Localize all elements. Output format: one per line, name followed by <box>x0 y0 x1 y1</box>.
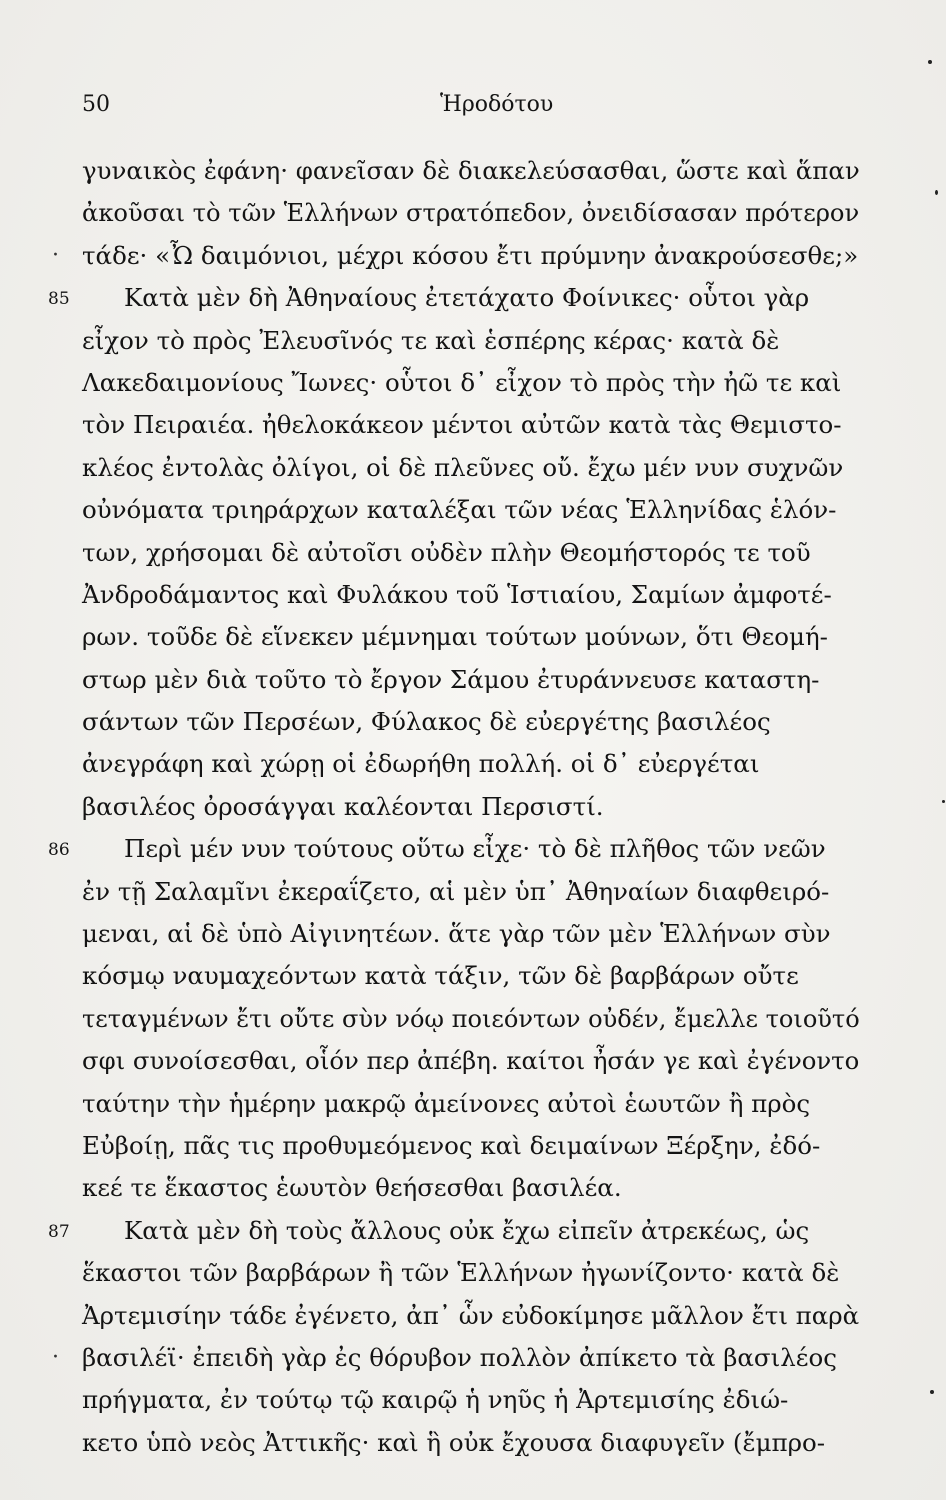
line-text: ταύτην τὴν ἡμέρην μακρῷ ἀμείνονες αὐτοὶ ἑωυτῶν ἢ πρὸς <box>82 1088 811 1118</box>
text-line <box>82 1295 860 1337</box>
text-line <box>82 955 860 997</box>
print-speck <box>935 190 938 195</box>
text-line <box>82 1252 860 1294</box>
text-line <box>82 1167 860 1209</box>
text-line <box>82 913 860 955</box>
print-speck <box>942 800 945 803</box>
line-text: Κατὰ μὲν δὴ τοὺς ἄλλους οὐκ ἔχω εἰπεῖν ἀτρεκέως, ὡς <box>124 1215 810 1245</box>
text-line <box>48 1210 860 1252</box>
line-text: κεέ τε ἕκαστος ἑωυτὸν θεήσεσθαι βασιλέα. <box>82 1173 622 1203</box>
text-line <box>82 743 860 785</box>
line-text: εἶχον τὸ πρὸς Ἐλευσῖνός τε καὶ ἑσπέρης κέρας· κατὰ δὲ <box>82 325 780 355</box>
line-text: κόσμῳ ναυμαχεόντων κατὰ τάξιν, τῶν δὲ βαρβάρων οὔτε <box>82 961 799 991</box>
body-text <box>48 150 860 1464</box>
text-line <box>82 1379 860 1421</box>
line-text: κετο ὑπὸ νεὸς Ἀττικῆς· καὶ ἣ οὐκ ἔχουσα διαφυγεῖν (ἔμπρο- <box>82 1427 826 1457</box>
text-line <box>82 786 860 828</box>
text-line <box>82 701 860 743</box>
line-text: οὐνόματα τριηράρχων καταλέξαι τῶν νέας Ἑλληνίδας ἑλόν- <box>82 495 837 525</box>
text-line <box>52 1337 860 1379</box>
line-text: Ἀρτεμισίην τάδε ἐγένετο, ἀπ᾽ ὧν εὐδοκίμησε μᾶλλον ἔτι παρὰ <box>82 1300 860 1330</box>
line-text: τάδε· «Ὦ δαιμόνιοι, μέχρι κόσου ἔτι πρύμνην ἀνακρούσεσθε;» <box>82 240 859 270</box>
text-line <box>82 1125 860 1167</box>
line-text: ἐν τῇ Σαλαμῖνι ἐκεραΐζετο, αἱ μὲν ὑπ᾽ Ἀθηναίων διαφθειρό- <box>82 876 830 906</box>
line-text: βασιλέϊ· ἐπειδὴ γὰρ ἐς θόρυβον πολλὸν ἀπίκετο τὰ βασιλέος <box>82 1342 837 1372</box>
text-line <box>82 362 860 404</box>
line-text: σάντων τῶν Περσέων, Φύλακος δὲ εὐεργέτης βασιλέος <box>82 707 771 737</box>
section-number: 87 <box>48 1221 70 1242</box>
section-number: 86 <box>48 840 70 861</box>
text-line <box>82 447 860 489</box>
line-text: πρήγματα, ἐν τούτῳ τῷ καιρῷ ἡ νηῦς ἡ Ἀρτεμισίης ἐδιώ- <box>82 1385 789 1415</box>
text-line <box>82 1422 860 1464</box>
line-text: σφι συνοίσεσθαι, οἷόν περ ἀπέβη. καίτοι ἦσάν γε καὶ ἐγένοντο <box>82 1046 860 1076</box>
page-number: 50 <box>82 92 110 117</box>
line-text: τὸν Πειραιέα. ἠθελοκάκεον μέντοι αὐτῶν κατὰ τὰς Θεμιστο- <box>82 410 842 440</box>
line-text: τεταγμένων ἔτι οὔτε σὺν νόῳ ποιεόντων οὐδέν, ἔμελλε τοιοῦτό <box>82 1004 860 1033</box>
print-speck <box>930 1390 934 1394</box>
text-line <box>82 1083 860 1125</box>
text-line <box>82 659 860 701</box>
line-text: ρων. τοῦδε δὲ εἵνεκεν μέμνημαι τούτων μούνων, ὅτι Θεομή- <box>82 622 828 652</box>
line-text: κλέος ἐντολὰς ὀλίγοι, οἱ δὲ πλεῦνες οὔ. ἔχω μέν νυν συχνῶν <box>82 452 844 482</box>
line-text: στωρ μὲν διὰ τοῦτο τὸ ἔργον Σάμου ἐτυράννευσε καταστη- <box>82 664 820 694</box>
section-number: 85 <box>48 289 70 310</box>
line-text: Κατὰ μὲν δὴ Ἀθηναίους ἐτετάχατο Φοίνικες· οὗτοι γὰρ <box>124 283 810 313</box>
text-line <box>82 192 860 234</box>
text-line <box>48 828 860 870</box>
text-line <box>82 404 860 446</box>
text-line <box>82 150 860 192</box>
line-text: ἀνεγράφη καὶ χώρῃ οἱ ἐδωρήθη πολλή. οἱ δ᾽ εὐεργέται <box>82 749 760 779</box>
text-line <box>82 574 860 616</box>
text-line <box>82 489 860 531</box>
line-text: Εὐβοίῃ, πᾶς τις προθυμεόμενος καὶ δειμαίνων Ξέρξην, ἐδό- <box>82 1130 821 1160</box>
margin-mark: · <box>52 1344 59 1370</box>
line-text: γυναικὸς ἐφάνη· φανεῖσαν δὲ διακελεύσασθαι, ὥστε καὶ ἅπαν <box>82 156 860 185</box>
line-text: ἕκαστοι τῶν βαρβάρων ἢ τῶν Ἑλλήνων ἠγωνίζοντο· κατὰ δὲ <box>82 1258 840 1288</box>
text-line <box>48 277 860 319</box>
text-line <box>82 616 860 658</box>
text-line <box>82 998 860 1040</box>
text-line <box>82 871 860 913</box>
text-line <box>52 235 860 277</box>
line-text: Λακεδαιμονίους Ἴωνες· οὗτοι δ᾽ εἶχον τὸ πρὸς τὴν ἠῶ τε καὶ <box>82 367 842 397</box>
line-text: μεναι, αἱ δὲ ὑπὸ Αἰγινητέων. ἅτε γὰρ τῶν μὲν Ἑλλήνων σὺν <box>82 919 831 949</box>
line-text: Περὶ μέν νυν τούτους οὕτω εἶχε· τὸ δὲ πλῆθος τῶν νεῶν <box>124 834 826 864</box>
text-line <box>82 532 860 574</box>
running-title: Ἡροδότου <box>440 92 554 117</box>
line-text: βασιλέος ὀροσάγγαι καλέονται Περσιστί. <box>82 791 604 821</box>
print-speck <box>928 60 932 64</box>
line-text: ἀκοῦσαι τὸ τῶν Ἑλλήνων στρατόπεδον, ὀνειδίσασαν πρότερον <box>82 199 860 228</box>
text-line <box>82 320 860 362</box>
line-text: Ἀνδροδάμαντος καὶ Φυλάκου τοῦ Ἱστιαίου, Σαμίων ἀμφοτέ- <box>82 579 832 609</box>
text-line <box>82 1040 860 1082</box>
margin-mark: · <box>52 242 59 268</box>
page-header <box>0 88 946 128</box>
line-text: των, χρήσομαι δὲ αὐτοῖσι οὐδὲν πλὴν Θεομήστορός τε τοῦ <box>82 537 811 567</box>
